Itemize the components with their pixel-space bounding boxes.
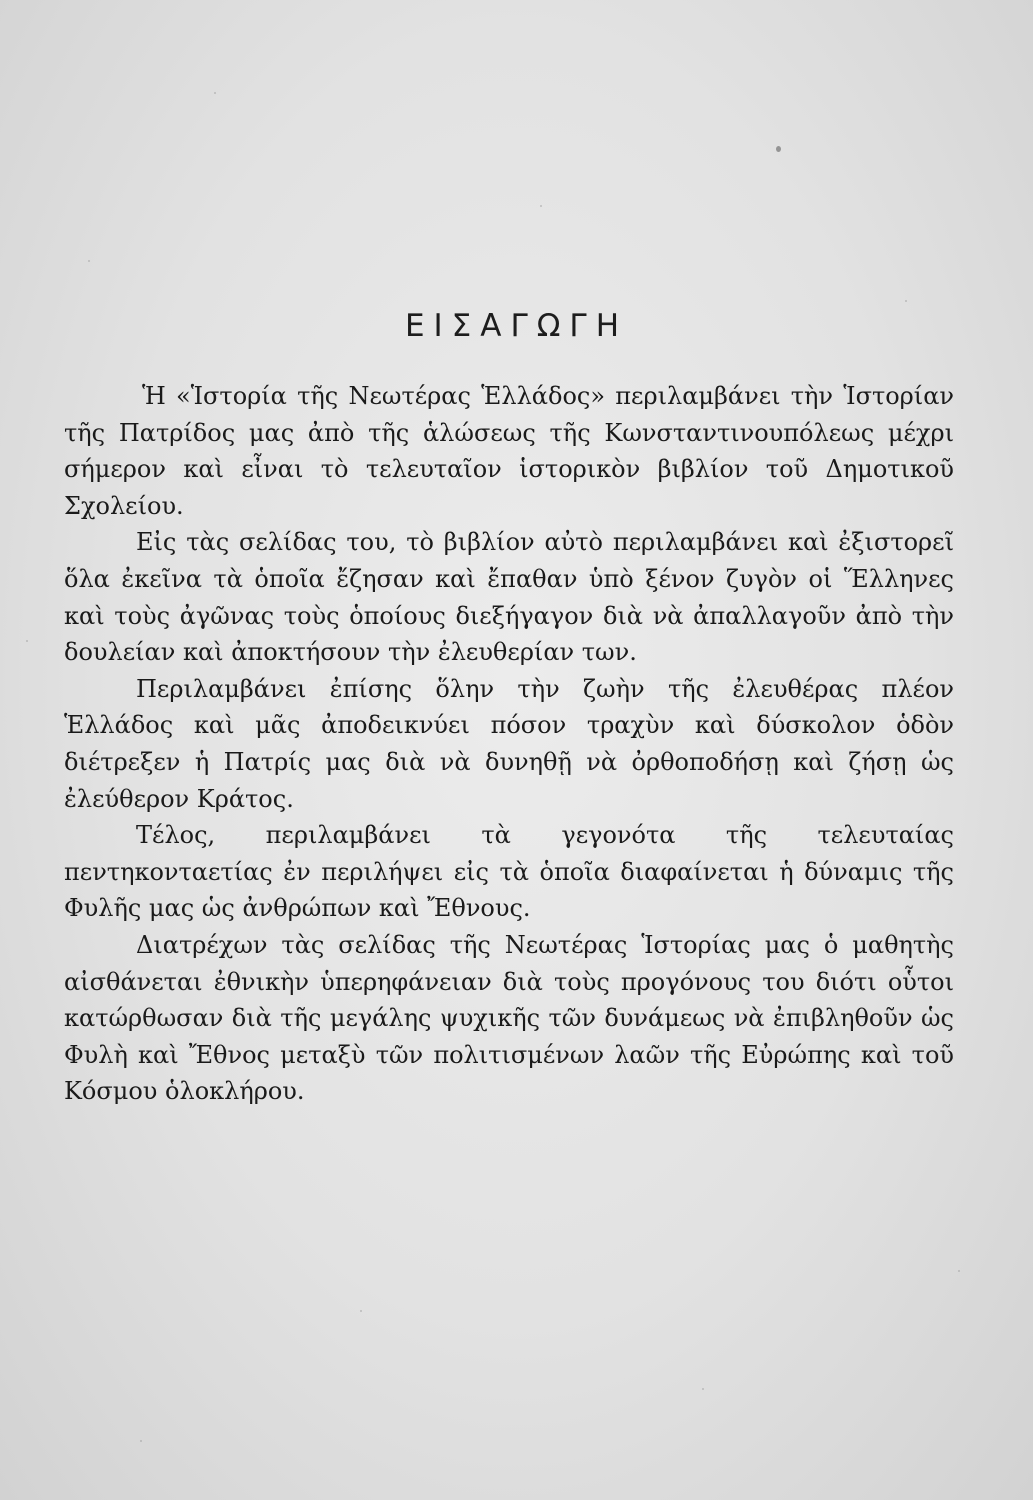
paper-speck [360, 1310, 362, 1312]
paragraph: Τέλος, περιλαμβάνει τὰ γεγονότα τῆς τελευταίας πεντηκονταετίας ἐν περιλήψει εἰς τὰ ὁποῖα διαφαίνεται ἡ δύναμις τῆς Φυλῆς μας ὡς ἀνθρώπων καὶ Ἔθνους. [64, 821, 954, 923]
paragraph: Εἰς τὰς σελίδας του, τὸ βιβλίον αὐτὸ περιλαμβάνει καὶ ἐξιστορεῖ ὅλα ἐκεῖνα τὰ ὁποῖα ἔζησαν καὶ ἔπαθαν ὑπὸ ξένον ζυγὸν οἱ Ἕλληνες καὶ τοὺς ἀγῶνας τοὺς ὁποίους διεξήγαγον διὰ νὰ ἀπαλλαγοῦν ἀπὸ τὴν δουλείαν καὶ ἀποκτήσουν τὴν ἐλευθερίαν των. [64, 528, 954, 667]
body-text [64, 378, 954, 1110]
paper-speck [905, 300, 907, 302]
paper-speck [214, 92, 216, 94]
page-title: ΕΙΣΑΓΩΓΗ [404, 308, 629, 344]
paper-speck [26, 640, 28, 642]
paper-speck [540, 205, 542, 207]
paper-speck [958, 1270, 960, 1272]
paper-speck [88, 260, 90, 262]
paragraph: Ἡ «Ἱστορία τῆς Νεωτέρας Ἑλλάδος» περιλαμβάνει τὴν Ἱστορίαν τῆς Πατρίδος μας ἀπὸ τῆς ἁλώσεως τῆς Κωνσταντινουπόλεως μέχρι σήμερον καὶ εἶναι τὸ τελευταῖον ἱστορικὸν βιβλίον τοῦ Δημοτικοῦ Σχολείου. [64, 382, 954, 520]
paragraph: Περιλαμβάνει ἐπίσης ὅλην τὴν ζωὴν τῆς ἐλευθέρας πλέον Ἑλλάδος καὶ μᾶς ἀποδεικνύει πόσον τραχὺν καὶ δύσκολον ὁδὸν διέτρεξεν ἡ Πατρίς μας διὰ νὰ δυνηθῇ νὰ ὀρθοποδήσῃ καὶ ζήσῃ ὡς ἐλεύθερον Κράτος. [64, 674, 954, 813]
paper-speck [140, 1440, 142, 1442]
paragraph: Διατρέχων τὰς σελίδας τῆς Νεωτέρας Ἱστορίας μας ὁ μαθητὴς αἰσθάνεται ἐθνικὴν ὑπερηφάνειαν διὰ τοὺς προγόνους του διότι οὗτοι κατώρθωσαν διὰ τῆς μεγάλης ψυχικῆς τῶν δυνάμεως νὰ ἐπιβληθοῦν ὡς Φυλὴ καὶ Ἔθνος μεταξὺ τῶν πολιτισμένων λαῶν τῆς Εὐρώπης καὶ τοῦ Κόσμου ὁλοκλήρου. [64, 930, 954, 1106]
paper-speck [702, 1388, 704, 1390]
paper-speck [776, 146, 781, 152]
